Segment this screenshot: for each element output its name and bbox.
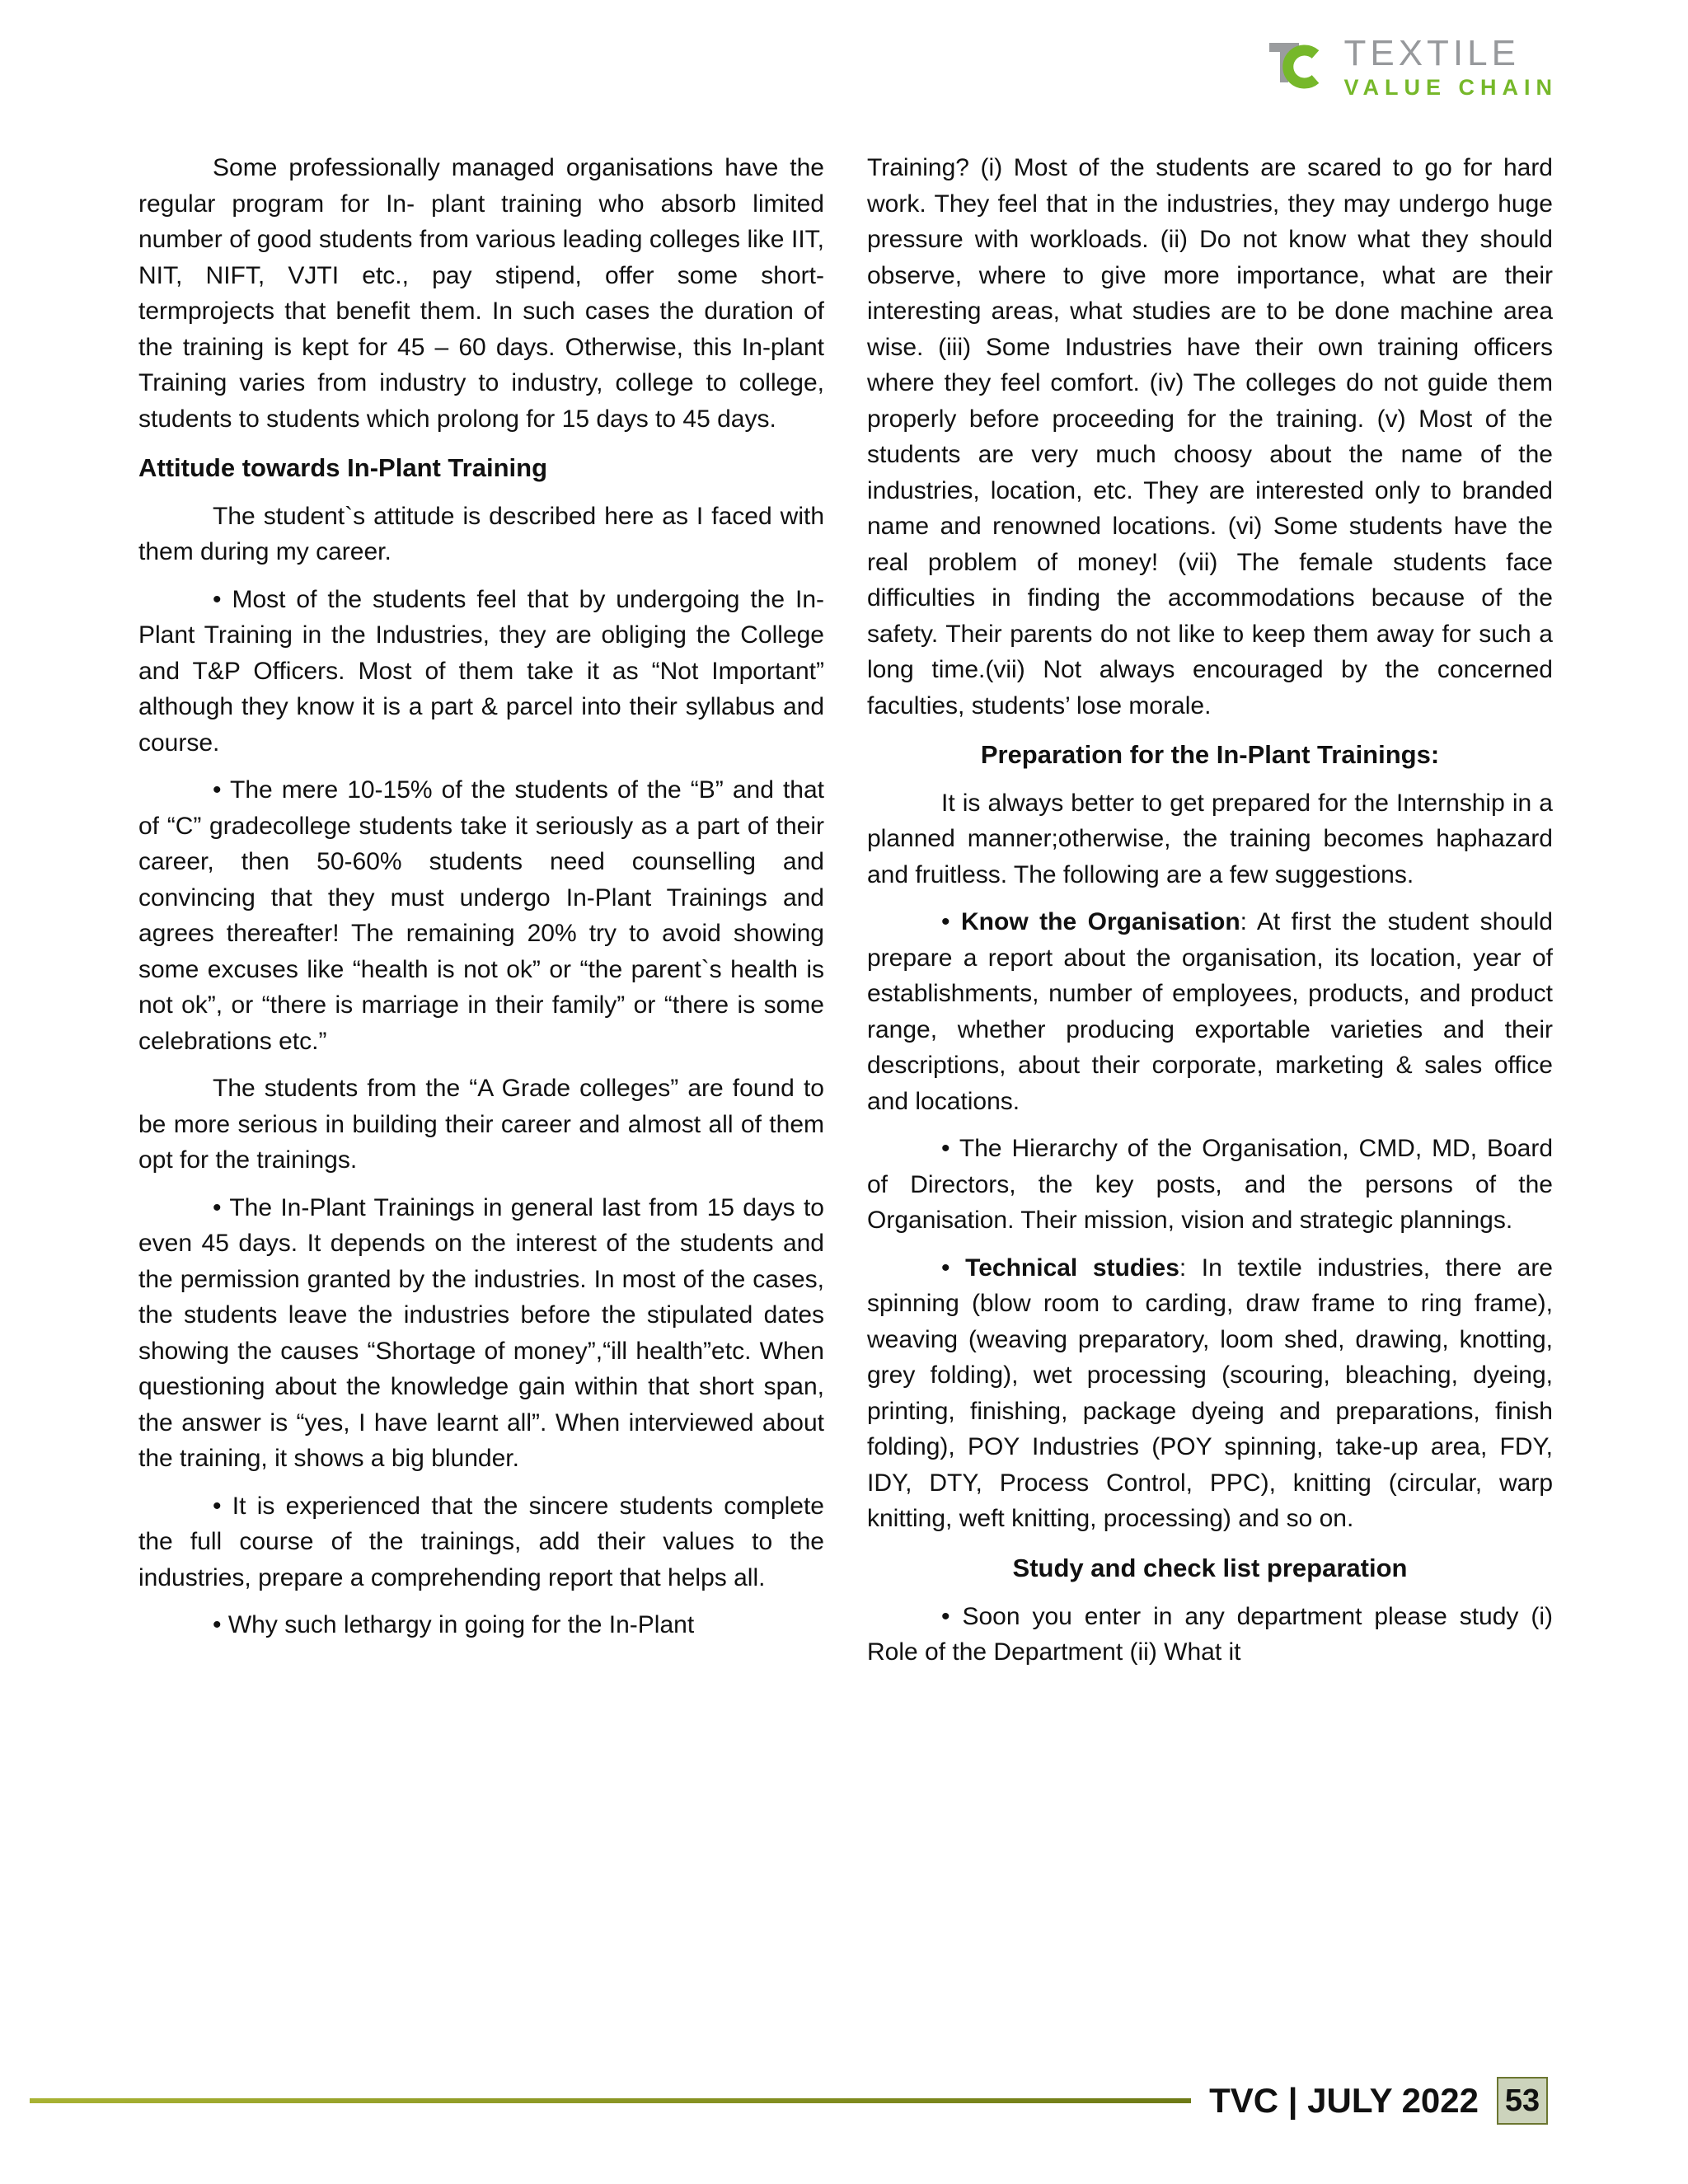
bullet-marker: • bbox=[941, 1135, 950, 1163]
bullet-lead-bold: Know the Organisation bbox=[961, 908, 1240, 936]
bullet-marker: • bbox=[213, 585, 222, 613]
column-right bbox=[867, 150, 1553, 1682]
bullet-item bbox=[867, 904, 1553, 1119]
section-heading-attitude: Attitude towards In-Plant Training bbox=[138, 453, 547, 482]
bullet-text: It is experienced that the sincere students complete the full course of the trainings, add their values to the industries, prepare a comprehending report that helps all. bbox=[138, 1492, 824, 1591]
page-footer bbox=[30, 2077, 1548, 2125]
page-number: 53 bbox=[1497, 2077, 1548, 2125]
bullet-text: Most of the students feel that by undergoing the In-Plant Training in the Industries, they are obliging the College and T&P Officers. Most of them take it as “Not Important” although they know it is a part & parcel into their syllabus and course. bbox=[138, 585, 824, 757]
article-columns bbox=[138, 150, 1553, 1682]
bullet-text: : In textile industries, there are spinning (blow room to carding, draw frame to ring frame), weaving (weaving preparatory, loom shed, drawing, knotting, grey folding), wet processing (scouring, bleaching, dyeing, printing, finishing, package dyeing and preparations, finish folding), POY Industries (POY spinning, take-up area, FDY, IDY, DTY, Process Control, PPC), knitting (circular, warp knitting, weft knitting, processing) and so on. bbox=[867, 1254, 1553, 1533]
bullet-marker: • bbox=[213, 1492, 222, 1520]
bullet-text: The Hierarchy of the Organisation, CMD, MD, Board of Directors, the key posts, and the persons of the Organisation. Their mission, vision and strategic plannings. bbox=[867, 1135, 1554, 1235]
journal-issue-label: TVC | JULY 2022 bbox=[1209, 2081, 1479, 2120]
bullet-item bbox=[138, 1488, 824, 1596]
paragraph-a-grade: The students from the “A Grade colleges” are found to be more serious in building their career and almost all of them opt for the trainings. bbox=[138, 1075, 824, 1174]
section-heading-checklist: Study and check list preparation bbox=[1012, 1553, 1408, 1582]
footer-rule bbox=[30, 2098, 1191, 2103]
brand-text bbox=[1343, 32, 1558, 100]
bullet-item bbox=[867, 1250, 1553, 1537]
bullet-text: The In-Plant Trainings in general last from 15 days to even 45 days. It depends on the interest of the students and the permission granted by the industries. In most of the cases, the students leave the industries before the stipulated dates showing the causes “Shortage of money”,“ill health”etc. When questioning about the knowledge gain within that short span, the answer is “yes, I have learnt all”. When interviewed about the training, it shows a big blunder. bbox=[138, 1193, 824, 1473]
paragraph-intro: Some professionally managed organisations have the regular program for In- plant training who absorb limited number of good students from various leading colleges like IIT, NIT, NIFT, VJTI etc., pay stipend, offer some short-termprojects that benefit them. In such cases the duration of the training is kept for 45 – 60 days. Otherwise, this In-plant Training varies from industry to industry, college to college, students to students which prolong for 15 days to 45 days. bbox=[138, 154, 824, 433]
bullet-marker: • bbox=[213, 776, 222, 804]
bullet-marker: • bbox=[213, 1193, 222, 1221]
bullet-lead-bold: Technical studies bbox=[965, 1254, 1179, 1282]
bullet-item bbox=[138, 582, 824, 762]
paragraph-attitude-intro: The student`s attitude is described here as I faced with them during my career. bbox=[138, 502, 824, 566]
brand-tagline: VALUE CHAIN bbox=[1343, 74, 1558, 100]
bullet-text: : At first the student should prepare a report about the organisation, its location, year of establishments, number of employees, products, and product range, whether producing exportable varieties and their descriptions, about their corporate, marketing & sales office and locations. bbox=[867, 908, 1553, 1115]
bullet-item bbox=[867, 1131, 1553, 1239]
paragraph-preparation-intro: It is always better to get prepared for the Internship in a planned manner;otherwise, the training becomes haphazard and fruitless. The following are a few suggestions. bbox=[867, 789, 1553, 888]
paragraph-continuation: Training? (i) Most of the students are scared to go for hard work. They feel that in the industries, they may undergo huge pressure with workloads. (ii) Do not know what they should observe, where to give more importance, what are their interesting areas, what studies are to be done machine area wise. (iii) Some Industries have their own training officers where they feel comfort. (iv) The colleges do not guide them properly before proceeding for the training. (v) Most of the students are very much choosy about the name of the industries, location, etc. They are interested only to branded name and renowned locations. (vi) Some students have the real problem of money! (vii) The female students face difficulties in finding the accommodations because of the safety. Their parents do not like to keep them away for such a long time.(vii) Not always encouraged by the concerned faculties, students’ lose morale. bbox=[867, 154, 1553, 719]
bullet-text: The mere 10-15% of the students of the “B” and that of “C” gradecollege students take it seriously as a part of their career, then 50-60% students need counselling and convincing that they must undergo In-Plant Trainings and agrees thereafter! The remaining 20% try to avoid showing some excuses like “health is not ok” or “the parent`s health is not ok”, or “there is marriage in their family” or “there is some celebrations etc.” bbox=[138, 776, 824, 1055]
column-left bbox=[138, 150, 824, 1682]
bullet-marker: • bbox=[941, 1254, 950, 1282]
bullet-marker: • bbox=[213, 1611, 222, 1639]
bullet-text: Soon you enter in any department please study (i) Role of the Department (ii) What it bbox=[867, 1602, 1553, 1666]
bullet-item bbox=[867, 1599, 1553, 1671]
section-heading-preparation: Preparation for the In-Plant Trainings: bbox=[980, 740, 1440, 769]
tvc-logo-icon bbox=[1261, 31, 1332, 102]
brand-name: TEXTILE bbox=[1343, 32, 1520, 73]
bullet-item bbox=[138, 1190, 824, 1477]
brand-logo bbox=[1261, 31, 1558, 102]
bullet-text: Why such lethargy in going for the In-Plant bbox=[227, 1611, 695, 1639]
bullet-item bbox=[138, 772, 824, 1059]
bullet-marker: • bbox=[941, 1602, 950, 1630]
bullet-marker: • bbox=[941, 908, 950, 936]
bullet-item bbox=[138, 1607, 824, 1643]
